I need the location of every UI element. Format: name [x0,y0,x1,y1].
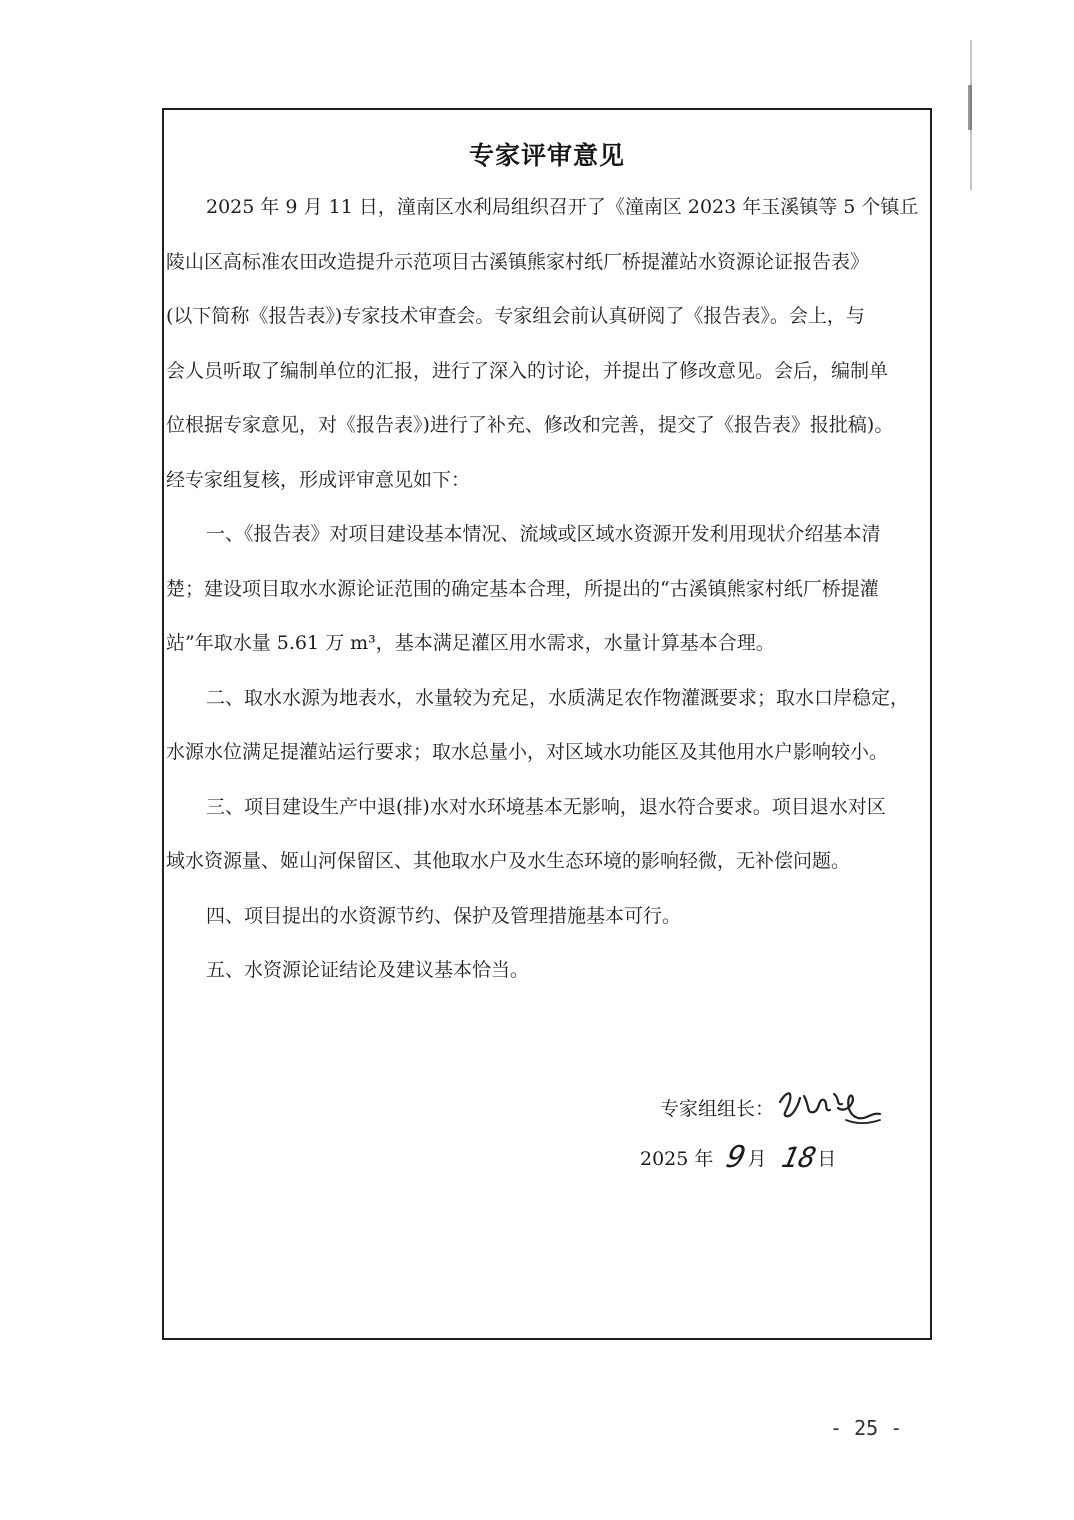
signature-label: 专家组组长： [660,1097,775,1120]
intro-line: 2025 年 9 月 11 日，潼南区水利局组织召开了《潼南区 2023 年玉溪镇等 5 个镇丘 [206,196,919,218]
opinion-item-2: 二、取水水源为地表水，水量较为充足，水质满足农作物灌溉要求；取水口岸稳定， [206,686,910,709]
scan-edge-mark [968,85,972,130]
intro-line: 陵山区高标准农田改造提升示范项目古溪镇熊家村纸厂桥提灌站水资源论证报告表》 [166,250,870,273]
date-month-hand-value: 9 [723,1140,750,1175]
page-number: - 25 - [830,1416,903,1440]
handwritten-signature [776,1084,886,1130]
date-month-label: 月 [747,1148,767,1170]
opinion-item-1: 楚；建设项目取水水源论证范围的确定基本合理，所提出的“古溪镇熊家村纸厂桥提灌 [166,577,879,600]
review-body [166,180,930,998]
opinion-item-1: 站”年取水量 5.61 万 m³，基本满足灌区用水需求，水量计算基本合理。 [166,632,775,654]
intro-line: 经专家组复核，形成评审意见如下： [166,468,471,491]
signature-row [660,1084,886,1130]
opinion-item-1: 一、《报告表》对项目建设基本情况、流域或区域水资源开发利用现状介绍基本清 [206,523,881,545]
review-frame [162,108,932,1340]
intro-line: (以下简称《报告表》)专家技术审查会。专家组会前认真研阅了《报告表》。会上，与 [166,305,865,327]
opinion-item-3: 域水资源量、姬山河保留区、其他取水户及水生态环境的影响轻微，无补偿问题。 [166,850,851,872]
opinion-item-4: 四、项目提出的水资源节约、保护及管理措施基本可行。 [206,904,682,927]
date-day-hand-value: 18 [778,1141,820,1174]
intro-line: 位根据专家意见，对《报告表》)进行了补充、修改和完善，提交了《报告表》报批稿)。 [166,414,894,436]
date-year: 2025 年 [640,1148,714,1170]
opinion-item-2: 水源水位满足提灌站运行要求；取水总量小，对区域水功能区及其他用水户影响较小。 [166,741,889,763]
date-day-label: 日 [817,1148,837,1170]
page-title: 专家评审意见 [468,141,625,170]
date-row [640,1140,836,1175]
intro-line: 会人员听取了编制单位的汇报，进行了深入的讨论，并提出了修改意见。会后，编制单 [166,359,889,382]
opinion-item-3: 三、项目建设生产中退(排)水对水环境基本无影响，退水符合要求。项目退水对区 [206,795,886,818]
opinion-item-5: 五、水资源论证结论及建议基本恰当。 [206,959,530,981]
